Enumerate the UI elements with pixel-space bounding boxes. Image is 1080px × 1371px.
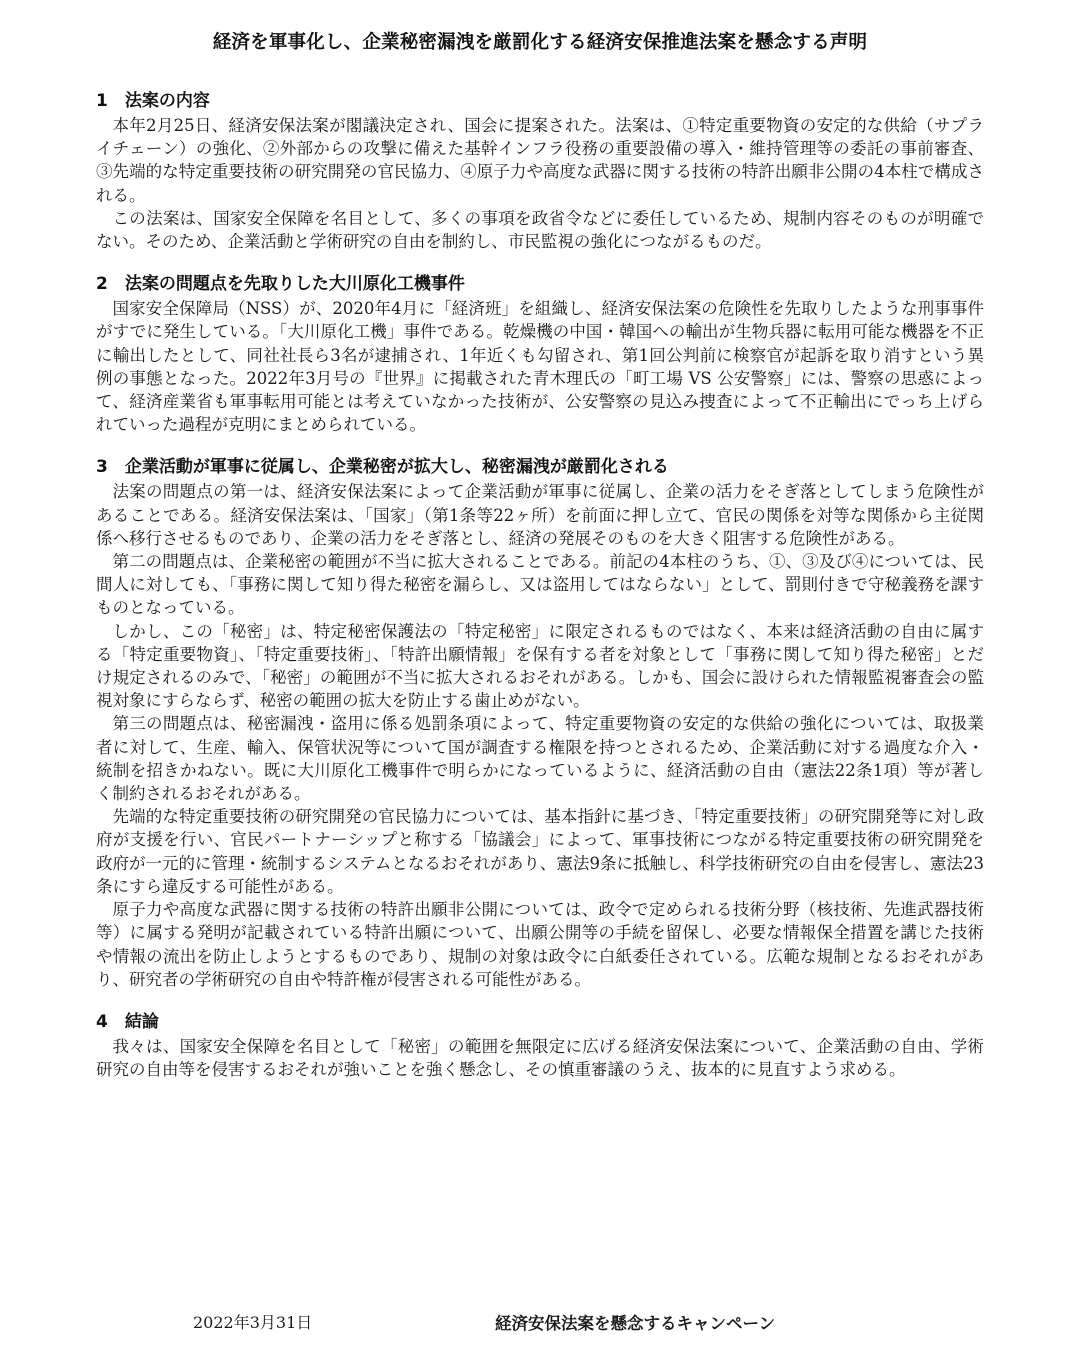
paragraph: 我々は、国家安全保障を名目として「秘密」の範囲を無限定に広げる経済安保法案について、企業活動の自由、学術研究の自由等を侵害するおそれが強いことを強く懸念し、その慎重審議のうえ、抜本的に見直すよう求める。 <box>96 1036 984 1080</box>
section-2 <box>96 273 984 436</box>
section-3 <box>96 456 984 990</box>
section-heading: 2 法案の問題点を先取りした大川原化工機事件 <box>96 274 465 295</box>
paragraph: しかし、この「秘密」は、特定秘密保護法の「特定秘密」に限定されるものではなく、本来は経済活動の自由に属する「特定重要物資」、「特定重要技術」、「特許出願情報」を保有する者を対象として「事務に関して知り得た秘密」とだけ規定されるのみで、「秘密」の範囲が不当に拡大されるおそれがある。しかも、国会に設けられた情報監視審査会の監視対象にすらならず、秘密の範囲の拡大を防止する歯止めがない。 <box>96 621 984 711</box>
paragraph: 本年2月25日、経済安保法案が閣議決定され、国会に提案された。法案は、①特定重要物資の安定的な供給（サプライチェーン）の強化、②外部からの攻撃に備えた基幹インフラ役務の重要設備の導入・維持管理等の委託の事前審査、③先端的な特定重要技術の研究開発の官民協力、④原子力や高度な武器に関する技術の特許出願非公開の4本柱で構成される。 <box>96 116 984 205</box>
document-title: 経済を軍事化し、企業秘密漏洩を厳罰化する経済安保推進法案を懸念する声明 <box>212 32 868 53</box>
organization-name: 経済安保法案を懸念するキャンペーン <box>495 1314 776 1333</box>
paragraph: 法案の問題点の第一は、経済安保法案によって企業活動が軍事に従属し、企業の活力をそぎ落としてしまう危険性があることである。経済安保法案は、「国家」（第1条等22ヶ所）を前面に押し立て、官民の関係を対等な関係から主従関係へ移行させるものであり、企業の活力をそぎ落とし、経済の発展そのものを大きく阻害する危険性がある。 <box>96 482 985 548</box>
section-1 <box>96 90 984 253</box>
signature-block <box>0 1310 1080 1334</box>
section-heading: 1 法案の内容 <box>96 91 210 111</box>
section-heading: 3 企業活動が軍事に従属し、企業秘密が拡大し、秘密漏洩が厳罰化される <box>96 457 669 478</box>
paragraph: 第三の問題点は、秘密漏洩・盗用に係る処罰条項によって、特定重要物資の安定的な供給の強化については、取扱業者に対して、生産、輸入、保管状況等について国が調査する権限を持つとされるため、企業活動に対する過度な介入・統制を招きかねない。既に大川原化工機事件で明らかになっているように、経済活動の自由（憲法22条1項）等が著しく制約されるおそれがある。 <box>96 714 984 804</box>
paragraph: 原子力や高度な武器に関する技術の特許出願非公開については、政令で定められる技術分野（核技術、先進武器技術等）に属する発明が記載されている特許出願について、出願公開等の手続を留保し、必要な情報保全措置を講じた技術や情報の流出を防止しようとするものであり、規制の対象は政令に白紙委任されている。広範な規制となるおそれがあり、研究者の学術研究の自由や特許権が侵害される可能性がある。 <box>96 900 984 989</box>
statement-date: 2022年3月31日 <box>193 1313 313 1332</box>
paragraph: 第二の問題点は、企業秘密の範囲が不当に拡大されることである。前記の4本柱のうち、①、③及び④については、民間人に対しても、「事務に関して知り得た秘密を漏らし、又は盗用してはならない」として、罰則付きで守秘義務を課すものとなっている。 <box>96 552 984 618</box>
paragraph: 先端的な特定重要技術の研究開発の官民協力については、基本指針に基づき、「特定重要技術」の研究開発等に対し政府が支援を行い、官民パートナーシップと称する「協議会」によって、軍事技術につながる特定重要技術の研究開発を政府が一元的に管理・統制するシステムとなるおそれがあり、憲法9条に抵触し、科学技術研究の自由を侵害し、憲法23条にすら違反する可能性がある。 <box>96 807 984 896</box>
section-4 <box>96 1011 984 1081</box>
paragraph: 国家安全保障局（NSS）が、2020年4月に「経済班」を組織し、経済安保法案の危険性を先取りしたような刑事事件がすでに発生している。「大川原化工機」事件である。乾燥機の中国・韓国への輸出が生物兵器に転用可能な機器を不正に輸出したとして、同社社長ら3名が逮捕され、1年近くも勾留され、第1回公判前に検察官が起訴を取り消すという異例の事態となった。2022年3月号の『世界』に掲載された青木理氏の「町工場 VS 公安警察」には、警察の思惑によって、経済産業省も軍事転用可能とは考えていなかった技術が、公安警察の見込み捜査によって不正輸出にでっち上げられていった過程が克明にまとめられている。 <box>96 299 984 435</box>
paragraph: この法案は、国家安全保障を名目として、多くの事項を政省令などに委任しているため、規制内容そのものが明確でない。そのため、企業活動と学術研究の自由を制約し、市民監視の強化につながるものだ。 <box>96 208 984 252</box>
section-heading: 4 結論 <box>96 1011 159 1032</box>
